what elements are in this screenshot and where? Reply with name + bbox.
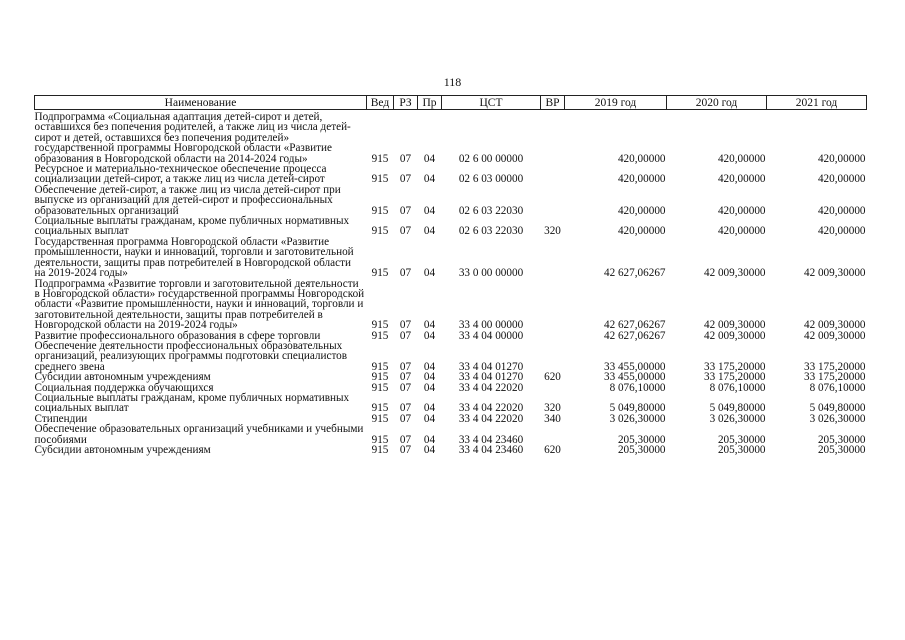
table-row — [35, 279, 867, 331]
row-2020: 205,30000 — [717, 433, 766, 446]
row-ved: 915 — [371, 433, 389, 446]
row-rz: 07 — [399, 225, 412, 238]
row-cst: 02 6 00 00000 — [458, 152, 524, 165]
row-2020: 33 175,20000 — [703, 371, 766, 384]
row-vr: 340 — [544, 412, 561, 425]
row-name: Обеспечение деятельности профессиональных образовательных организаций, реализующих программы подготовки специалистов среднего звена — [34, 339, 348, 373]
row-2020: 5 049,80000 — [709, 402, 766, 415]
row-rz: 07 — [399, 173, 412, 186]
row-cst: 33 4 04 22020 — [458, 381, 524, 394]
row-name: Обеспечение образовательных организаций учебниками и учебными пособиями — [34, 423, 364, 446]
table-row — [35, 216, 867, 237]
row-2021: 8 076,10000 — [809, 381, 866, 394]
row-2021: 420,00000 — [817, 173, 866, 186]
row-cst: 33 4 04 00000 — [458, 329, 524, 342]
row-name: Подпрограмма «Развитие торговли и заготовительной деятельности в Новгородской области» государственной программы Новгородской области «Развитие промышленности, науки и инноваций, торговли и заготовительной деятельности, защиты прав потребителей в Новгородской области на 2019-2024 годы» — [34, 277, 365, 332]
row-ved: 915 — [371, 319, 389, 332]
row-pr: 04 — [423, 412, 436, 425]
row-rz: 07 — [399, 152, 412, 165]
row-ved: 915 — [371, 225, 389, 238]
row-2020: 420,00000 — [717, 204, 766, 217]
row-2021: 5 049,80000 — [809, 402, 866, 415]
row-2021: 420,00000 — [817, 225, 866, 238]
row-rz: 07 — [399, 360, 412, 373]
row-cst: 33 4 04 01270 — [458, 371, 524, 384]
header-2020: 2020 год — [667, 96, 767, 110]
row-2019: 205,30000 — [617, 444, 666, 456]
row-ved: 915 — [371, 204, 389, 217]
budget-table — [34, 95, 867, 455]
row-pr: 04 — [423, 225, 436, 238]
row-name: Стипендии — [34, 412, 88, 425]
row-2021: 42 009,30000 — [803, 267, 866, 280]
row-2020: 420,00000 — [717, 225, 766, 238]
row-ved: 915 — [371, 329, 389, 342]
row-rz: 07 — [399, 267, 412, 280]
row-ved: 915 — [371, 412, 389, 425]
table-row — [35, 372, 867, 382]
row-2021: 420,00000 — [817, 204, 866, 217]
row-vr — [541, 383, 565, 393]
header-ved: Вед — [367, 96, 394, 110]
row-ved: 915 — [371, 173, 389, 186]
row-2019: 42 627,06267 — [603, 319, 666, 332]
row-pr: 04 — [423, 173, 436, 186]
row-vr: 320 — [544, 225, 561, 238]
row-2021: 205,30000 — [817, 444, 866, 456]
row-pr: 04 — [423, 267, 436, 280]
row-rz: 07 — [399, 444, 412, 456]
table-row — [35, 424, 867, 445]
row-name: Субсидии автономным учреждениям — [34, 371, 211, 384]
row-2019: 205,30000 — [617, 433, 666, 446]
row-rz: 07 — [399, 381, 412, 394]
row-2019: 420,00000 — [617, 225, 666, 238]
table-row — [35, 445, 867, 455]
row-rz: 07 — [399, 402, 412, 415]
row-2020: 420,00000 — [717, 173, 766, 186]
row-2020: 205,30000 — [717, 444, 766, 456]
row-vr — [541, 341, 565, 372]
row-rz: 07 — [399, 433, 412, 446]
row-rz: 07 — [399, 329, 412, 342]
row-2019: 5 049,80000 — [609, 402, 666, 415]
header-cst: ЦСТ — [442, 96, 541, 110]
row-2020: 3 026,30000 — [709, 412, 766, 425]
header-rz: РЗ — [394, 96, 418, 110]
row-vr — [541, 185, 565, 216]
row-vr — [541, 331, 565, 341]
header-name: Наименование — [35, 96, 367, 110]
row-2019: 42 627,06267 — [603, 329, 666, 342]
row-2020: 42 009,30000 — [703, 267, 766, 280]
row-vr: 620 — [544, 444, 561, 456]
row-cst: 02 6 03 22030 — [458, 225, 524, 238]
row-2019: 8 076,10000 — [609, 381, 666, 394]
row-name: Социальная поддержка обучающихся — [34, 381, 214, 394]
table-header-row — [35, 96, 867, 110]
row-2021: 205,30000 — [817, 433, 866, 446]
row-2020: 42 009,30000 — [703, 319, 766, 332]
row-ved: 915 — [371, 402, 389, 415]
header-2021: 2021 год — [767, 96, 867, 110]
table-row — [35, 237, 867, 279]
row-ved: 915 — [371, 360, 389, 373]
row-2019: 42 627,06267 — [603, 267, 666, 280]
row-pr: 04 — [423, 433, 436, 446]
table-row — [35, 110, 867, 165]
row-2019: 3 026,30000 — [609, 412, 666, 425]
row-pr: 04 — [423, 381, 436, 394]
row-vr — [541, 164, 565, 185]
row-name: Развитие профессионального образования в сфере торговли — [34, 329, 321, 342]
row-2019: 420,00000 — [617, 152, 666, 165]
row-ved: 915 — [371, 371, 389, 384]
header-2019: 2019 год — [565, 96, 667, 110]
row-pr: 04 — [423, 371, 436, 384]
row-cst: 33 4 04 01270 — [458, 360, 524, 373]
row-vr — [541, 424, 565, 445]
row-rz: 07 — [399, 371, 412, 384]
row-vr — [541, 279, 565, 331]
row-2020: 8 076,10000 — [709, 381, 766, 394]
table-row — [35, 164, 867, 185]
row-rz: 07 — [399, 412, 412, 425]
table-row — [35, 393, 867, 414]
row-cst: 33 0 00 00000 — [458, 267, 524, 280]
row-2021: 33 175,20000 — [803, 360, 866, 373]
header-pr: Пр — [418, 96, 442, 110]
row-pr: 04 — [423, 319, 436, 332]
row-name: Социальные выплаты гражданам, кроме публичных нормативных социальных выплат — [34, 215, 350, 238]
row-2019: 420,00000 — [617, 173, 666, 186]
row-vr: 620 — [544, 371, 561, 384]
row-name: Социальные выплаты гражданам, кроме публичных нормативных социальных выплат — [34, 391, 350, 415]
row-pr: 04 — [423, 329, 436, 342]
row-rz: 07 — [399, 204, 412, 217]
header-vr: ВР — [541, 96, 565, 110]
row-2021: 420,00000 — [817, 152, 866, 165]
row-ved: 915 — [371, 152, 389, 165]
table-row — [35, 341, 867, 372]
row-2021: 3 026,30000 — [809, 412, 866, 425]
row-vr — [541, 237, 565, 279]
row-pr: 04 — [423, 152, 436, 165]
row-2020: 420,00000 — [717, 152, 766, 165]
row-ved: 915 — [371, 444, 389, 456]
row-ved: 915 — [371, 267, 389, 280]
row-2019: 33 455,00000 — [603, 371, 666, 384]
row-cst: 33 4 04 22020 — [458, 412, 524, 425]
row-cst: 02 6 03 00000 — [458, 173, 524, 186]
row-2019: 420,00000 — [617, 204, 666, 217]
row-name: Государственная программа Новгородской области «Развитие промышленности, науки и инноваций, торговли и заготовительной деятельности, защиты прав потребителей в Новгородской области на 2019-2024 годы» — [34, 235, 354, 280]
table-row — [35, 185, 867, 216]
row-name: Субсидии автономным учреждениям — [34, 444, 211, 456]
row-2021: 42 009,30000 — [803, 329, 866, 342]
row-cst: 33 4 04 23460 — [458, 433, 524, 446]
page-number: 118 — [443, 75, 462, 89]
row-pr: 04 — [423, 402, 436, 415]
row-name: Подпрограмма «Социальная адаптация детей-сирот и детей, оставшихся без попечения родителей, а также лиц из числа детей-сирот и детей, оставшихся без попечения родителей» государственной программы Новгородской области «Развитие образования в Новгородской области на 2014-2024 годы» — [34, 111, 351, 165]
row-rz: 07 — [399, 319, 412, 332]
row-2019: 33 455,00000 — [603, 360, 666, 373]
row-pr: 04 — [423, 360, 436, 373]
row-ved: 915 — [371, 381, 389, 394]
row-cst: 33 4 04 22020 — [458, 402, 524, 415]
row-cst: 33 4 00 00000 — [458, 319, 524, 332]
row-vr: 320 — [544, 402, 561, 415]
row-2021: 42 009,30000 — [803, 319, 866, 332]
row-2020: 33 175,20000 — [703, 360, 766, 373]
row-name: Обеспечение детей-сирот, а также лиц из числа детей-сирот при выпуске из организаций для детей-сирот и профессиональных образовательных организаций — [34, 183, 341, 217]
row-vr — [541, 110, 565, 165]
row-2020: 42 009,30000 — [703, 329, 766, 342]
row-pr: 04 — [423, 444, 436, 456]
row-2021: 33 175,20000 — [803, 371, 866, 384]
row-name: Ресурсное и материально-техническое обеспечение процесса социализации детей-сирот, а также лиц из числа детей-сирот — [34, 163, 327, 186]
row-pr: 04 — [423, 204, 436, 217]
row-cst: 02 6 03 22030 — [458, 204, 524, 217]
row-cst: 33 4 04 23460 — [458, 444, 524, 456]
